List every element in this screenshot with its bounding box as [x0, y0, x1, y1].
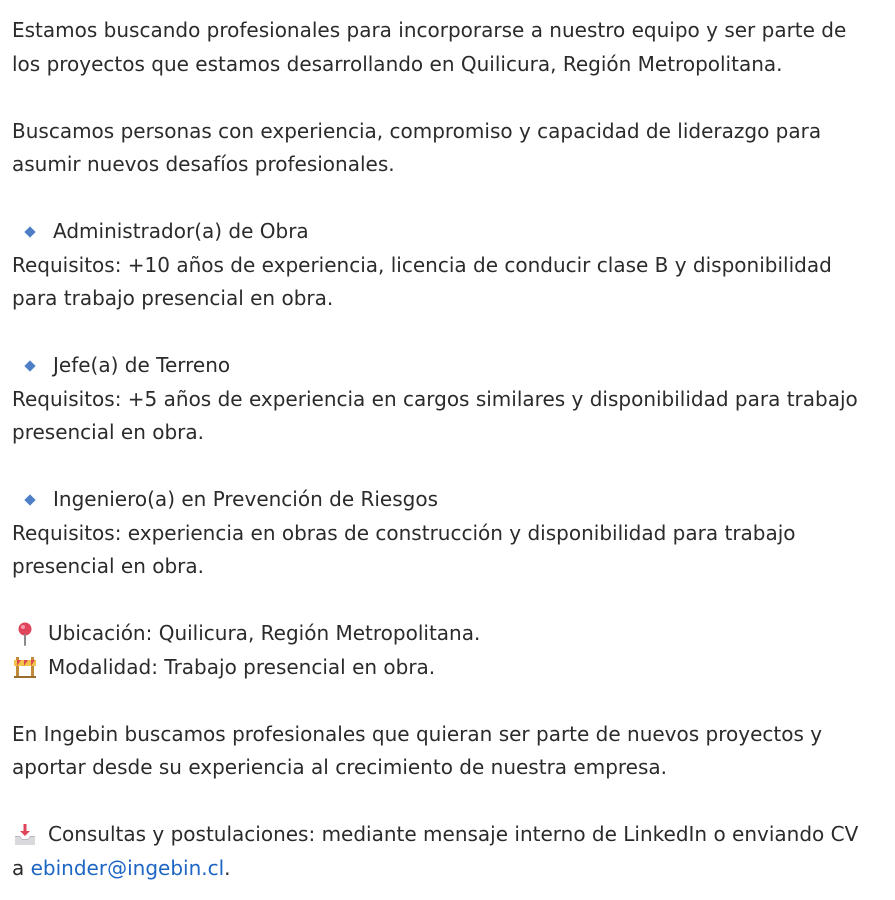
construction-barrier-icon: [12, 654, 38, 680]
position-requirements-line-1: Requisitos: +10 años de experiencia, licencia de conducir clase B y disponibilidad: [12, 252, 832, 277]
position-block-prevencion-riesgos: [12, 483, 884, 584]
contact-line-2: [12, 852, 884, 886]
position-block-administrador: [12, 215, 884, 316]
contact-block: [12, 818, 884, 885]
position-heading: [12, 215, 884, 249]
blue-diamond-icon: [24, 494, 35, 505]
intro-line-2: los proyectos que estamos desarrollando en Quilicura, Región Metropolitana.: [12, 51, 783, 76]
position-requirements-line-1: Requisitos: +5 años de experiencia en cargos similares y disponibilidad para trabajo: [12, 386, 858, 411]
contact-line-1: [12, 818, 884, 852]
seeking-line-2: asumir nuevos desafíos profesionales.: [12, 152, 395, 176]
email-link[interactable]: ebinder@ingebin.cl: [30, 855, 225, 880]
location-text: Ubicación: Quilicura, Región Metropolitana.: [48, 621, 481, 645]
position-requirements-line-2: presencial en obra.: [12, 420, 205, 444]
modality-text: Modalidad: Trabajo presencial en obra.: [48, 654, 436, 679]
modality-line: [12, 651, 884, 685]
position-heading: [12, 349, 884, 383]
contact-prefix: a: [12, 855, 31, 880]
seeking-line-1: Buscamos personas con experiencia, compromiso y capacidad de liderazgo para: [12, 118, 822, 143]
closing-line-2: aportar desde su experiencia al crecimiento de nuestra empresa.: [12, 755, 668, 779]
position-title: Ingeniero(a) en Prevención de Riesgos: [53, 487, 439, 511]
position-requirements-line-2: presencial en obra.: [12, 554, 205, 578]
details-block: [12, 617, 884, 684]
inbox-tray-icon: [12, 822, 38, 848]
closing-line-1: En Ingebin buscamos profesionales que quieran ser parte de nuevos proyectos y: [12, 721, 823, 746]
position-requirements-line-2: para trabajo presencial en obra.: [12, 286, 334, 310]
position-title: Jefe(a) de Terreno: [53, 353, 231, 377]
seeking-paragraph: [12, 115, 884, 182]
location-line: [12, 617, 884, 651]
post-body: [12, 14, 884, 885]
blue-diamond-icon: [24, 360, 35, 371]
contact-text: Consultas y postulaciones: mediante mensaje interno de LinkedIn o enviando CV: [48, 822, 859, 846]
intro-paragraph: [12, 14, 884, 81]
position-heading: [12, 483, 884, 517]
intro-line-1: Estamos buscando profesionales para incorporarse a nuestro equipo y ser parte de: [12, 18, 847, 42]
round-pushpin-icon: [12, 621, 38, 647]
blue-diamond-icon: [24, 226, 35, 237]
closing-paragraph: [12, 718, 884, 785]
contact-suffix: .: [224, 855, 231, 880]
position-block-jefe-terreno: [12, 349, 884, 450]
position-requirements-line-1: Requisitos: experiencia en obras de construcción y disponibilidad para trabajo: [12, 520, 796, 545]
position-title: Administrador(a) de Obra: [53, 219, 309, 243]
